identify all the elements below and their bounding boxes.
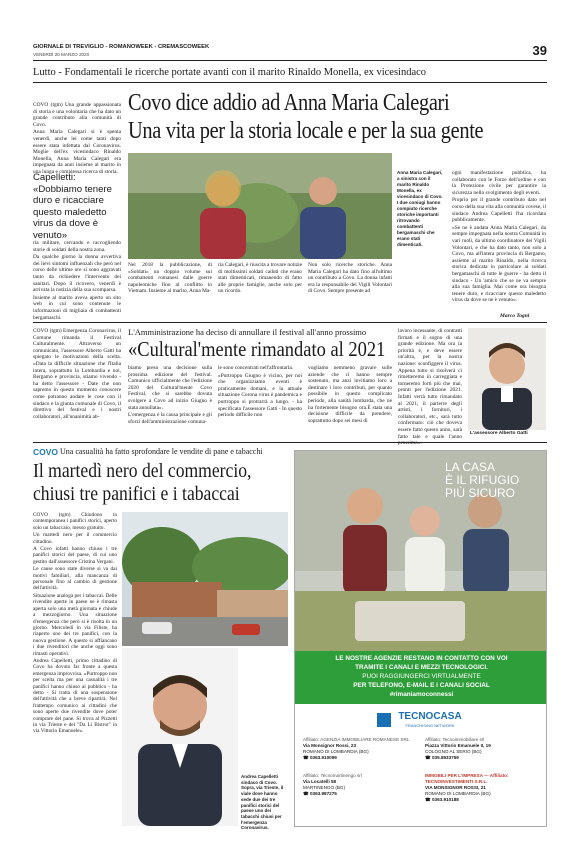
ad-agency-3-phone[interactable]: ☎ 0363.987275 <box>303 791 337 796</box>
ad-brand-logo: TECNOCASA FRANCHISING NETWORK <box>375 711 471 731</box>
tecnocasa-advertisement <box>294 450 547 827</box>
article1-photo-caption: Anna Maria Calegari, a sinistra con il marito Rinaldo Monella, ex vicesindaco di Covo. I due coniugi hanno compiuto ricerche storiche importanti ritrovando combattenti bergamaschi che erano stati dimenticati. <box>397 170 443 247</box>
article1-title-line2: Una vita per la storia locale e per la sua gente <box>128 118 484 144</box>
ad-agency-2: Affiliato: Tecnoimmobiliare srl Piazza Vittorio Emanuele II, 19 COLOGNO AL SERIO (BG) ☎ 035.8933759 <box>425 737 541 761</box>
article3-title-line1: Il martedì nero del commercio, <box>33 460 252 482</box>
ad-headline: LA CASA È IL RIFUGIO PIÙ SICURO <box>445 460 520 500</box>
ad-green-banner: LE NOSTRE AGENZIE RESTANO IN CONTATTO CON VOI TRAMITE I CANALI E MEZZI TECNOLOGICI. PUOI RAGGIUNGERCI VIRTUALMENTE PER TELEFONO, E-MAIL E I CANALI SOCIAL #rimaniamoconnessi <box>295 651 547 704</box>
article1-kicker: Lutto - Fondamentali le ricerche portate avanti con il marito Rinaldo Monella, ex vicesindaco <box>33 67 427 78</box>
article1-column2: Nel 2018 la pubblicazione, di «Soldati» un doppio volume sui combattenti romanesi dalle guerre napoleoniche fino al conflitto in Vietnam. Insieme al marito, Anna Ma- <box>128 262 212 295</box>
article3-column1: COVO (tgm) Chiudono in contemporanea i panifici storici, aperto solo un tabaccaio, messo gratuito. Un martedì nero per il commercio cittadino. A Covo infatti hanno chiuso i tre panifici storici del paese, di cui uno gestito dall'assessore Cristina Vergani. Le cause sono state diverse si va dai motivi familiari, alla mancanza di personale fino al cambio di gestione dell'attività. Situazione analoga per i tabaccai. Delle rivendite aperte in paese ne è rimasta aperta solo una metà giornata e chiude a mezzogiorno. Una situazione d'emergenza che però si è risolta in un giorno. Mercoledì in via Filiste, ha riaperto uno dei tre panifici, con la nuova gestione. A questo si affiancano i due rivenditori che anche oggi sono rimasti operativi. Andrea Capelletti, primo cittadino di Covo ha dovuto far fronte a questa emergenza improvvisa. «Purtroppo non per scelta ma per una casualità i tre panifici hanno chiuso al pubblico - ha detto - Si tratta di una sospensione dell'attività che a breve ripartirà. Nel frattempo comunico ai cittadini che sono aperte due rivendite dove poter comprare del pane. Si trova al Pizzetti in via Trieste e del "Da Li Bistrot" in via Vittorio Emanuele». <box>33 512 117 735</box>
ad-agency-3: Affiliato: Tecnomartinengo srl Via Locatelli 58 MARTINENGO (BG) ☎ 0363.987275 <box>303 773 419 797</box>
article3-photo-caption: Andrea Capelletti sindaco di Covo. Sopra, via Trieste, il viale dove hanno sede due dei tre panifici storici del paese uno dei tabacchi chiusi per l'emergenza Coronavirus. <box>241 774 284 831</box>
phone-icon: ☎ <box>425 797 432 802</box>
article1-column1: COVO (tgm) Una grande appassionata di storia e una volontaria che ha dato un grande contributo alla comunità di Covo. Anna Maria Calegari si è spenta venerdì, anche lei come tanti dopo essere stata infettata dal Coronavirus. Moglie dell'ex vicesindaco Rinaldo Monella, Anna Maria Calegari era impegnata da anni insieme al marito in una lunga e complessa ricerca di storia. <box>33 102 121 175</box>
article1-column3: ria Calegari, è riuscita a trovare notizie di moltissimi soldati caduti che erano stati dimenticati, rimanendo di fatto alle proprie famiglie, anche solo per un ricordo. <box>218 262 302 295</box>
article1-title-line1: Covo dice addio ad Anna Maria Calegari <box>128 90 450 116</box>
article3-mayor-portrait <box>122 648 238 826</box>
article2-column3: le sono concentrati nell'affrontarla. «Purtroppo Giugno è vicino, per noi che organizziamo eventi è praticamente domani, e la attuale situazione Corona virus è pandemica e purtroppo si protrarrà a lungo. - ha specificato l'assessore Gatti - In questo periodo difficile non <box>218 365 302 419</box>
section-divider-1 <box>33 322 547 323</box>
issue-date: VENERDÌ 20 MARZO 2020 <box>33 52 90 57</box>
article2-portrait <box>468 328 546 430</box>
phone-icon: ☎ <box>425 755 432 760</box>
article3-kicker: Una casualità ha fatto sprofondare le vendite di pane e tabacchi <box>60 447 263 456</box>
article1-photo <box>128 153 392 259</box>
ad-agency-1: Affiliato: AGENZIA IMMOBILIARE ROMANESE SRL Via Monsignor Rossi, 23 ROMANO DI LOMBARDIA (BG) ☎ 0363.910099 <box>303 737 419 761</box>
ad-agency-4: IMMOBILI PER L'IMPRESA — Affiliato: TECNOINVESTIMENTI S.R.L. VIA MONSIGNOR ROSSI, 21 ROMANO DI LOMBARDIA (BG) ☎ 0363.910188 <box>425 773 541 803</box>
article1-signature: Marco Togni <box>500 313 530 319</box>
kicker-divider <box>33 82 547 83</box>
article2-title: «Cultural'mente rimandato al 2021 <box>128 337 386 361</box>
article1-column4: Non solo ricerche storiche. Anna Maria Calegari ha dato fino all'ultimo un contributo a Covo. La donna infatti era la responsabile dei Vigili Volontari di Covo. Sempre presente ad <box>308 262 392 295</box>
section-divider-2 <box>33 442 547 443</box>
paper-name: GIORNALE DI TREVIGLIO - ROMANOWEEK - CREMASCOWEEK <box>33 44 210 50</box>
article1-column5: ogni manifestazione pubblica, ha collaborato con le Forze dell'ordine e con la Protezione civile per garantire la sicurezza nello svolgimento degli eventi. Proprio per il grande contributo dato nel corso della sua vita alla comunità covese, il sindaco Andrea Capelletti l'ha ricordata pubblicamente. «Se ne è andata Anna Maria Calegari, da sempre impegnata nella nostra Comunità in vari ruoli, da ultimo coordinatore dei Vigili Volontari, e che ha dato tanto, non solo a Covo, ma all'intera provincia di Bergamo, assieme al marito Rinaldo, nella ricerca storica dedicata in particolare ai soldati bergamaschi di tutte le guerre - ha detto il sindaco - Un 'amico che se ne va sempre alla sua famiglia. Mai come ora bisogna tenere duro, e ricacciare questo maledetto virus da dove se ne è venuto». <box>452 170 546 304</box>
article1-pull-quote: Capelletti: «Dobbiamo tenere duro e ricacciare questo maledetto virus da dove è venuto» <box>33 172 112 241</box>
tecnocasa-logo-icon <box>377 713 391 727</box>
article1-column1-cont: ria militare, cercando e raccogliendo storie di soldati della nostra zona. Da qualche giorno la donna avvertiva dei lievi sintomi influenzali che però nel corso delle ultime ore si sono aggravati tanto da richiedere l'intervento dei sanitari. Dopo il ricovero, venerdì è arrivata la notizia della sua scomparsa. Insieme al marito aveva aperto un sito web in cui sono contenute le informazioni di migliaia di combattenti bergamaschi. <box>33 240 121 321</box>
page-number: 39 <box>532 43 547 58</box>
article2-portrait-caption: L'assessore Alberto Gatti <box>470 431 528 436</box>
page-header <box>33 44 547 62</box>
article2-column1: COVO (tgm) Emergenza Coronavirus, il Comune rimanda il Festival Culturalmente. Attraverso un comunicato, l'assessore Alberto Gatti ha spiegato le motivazioni della scelta. «Data la difficile situazione che l'Italia intera, soprattutto la Lombardia e noi, Bergamo e provincia, stiamo vivendo - ha detto l'assessore - Date che non sapremo in questo momento conoscere come potranno andare le cose con il sindaco e la giunta comunale di Covo, il direttivo del festival e i nostri collaboratori, all'unanimità ab- <box>33 328 121 420</box>
ad-agency-4-phone[interactable]: ☎ 0363.910188 <box>425 797 459 802</box>
article2-column5: lavoro incessante, di contratti firmati e il sogno di una grande edizione. Ma ora la priorità è, e deve essere un'altra, per la nostra nazione: sconfiggere il virus. Appena tutto si risolverà ci rimetteremo in carreggiata e torneremo forti più che mai, pronti per l'edizione 2021. Infatti verrà tutto rimandato al 2021, il parterre degli artisti, i fornitori, i collaboratori, etc., sarà tutto confermato: ciò che doveva essere fatto questo anno, sarà fatto tale e quale l'anno prossimo». <box>398 328 462 447</box>
ad-agency-1-phone[interactable]: ☎ 0363.910099 <box>303 755 337 760</box>
header-divider <box>33 60 547 61</box>
article2-column2: biamo preso una decisione sulla prossima edizione del festival. Comunico ufficialmente che l'edizione 2020 del Cultural'mente Covo Festival, che si sarebbe dovuta svolgere a Covo ad inizio Giugno è stata annullata». L'emergenza è la causa principale e gli sforzi dell'amministrazione comuna- <box>128 365 212 425</box>
ad-agency-2-phone[interactable]: ☎ 035.8933759 <box>425 755 459 760</box>
article3-title-line2: chiusi tre panifici e i tabaccai <box>33 483 240 505</box>
phone-icon: ☎ <box>303 791 310 796</box>
article2-column4: vogliamo nemmeno gravare sulle aziende che ci hanno sempre sostenuto, ma anzi invitiamo loro a destinare i loro contributi, per quanto possibile in questo complicato periodo, alla sanità lombarda, che ne ha fortemente bisogno ora.È stata una decisione difficile da prendere, soprattutto dopo sei mesi di <box>308 365 392 424</box>
phone-icon: ☎ <box>303 755 310 760</box>
article2-kicker: L'Amministrazione ha deciso di annullare il festival all'anno prossimo <box>128 327 367 337</box>
article3-tag: COVO <box>33 447 59 457</box>
article3-street-photo <box>122 512 288 646</box>
